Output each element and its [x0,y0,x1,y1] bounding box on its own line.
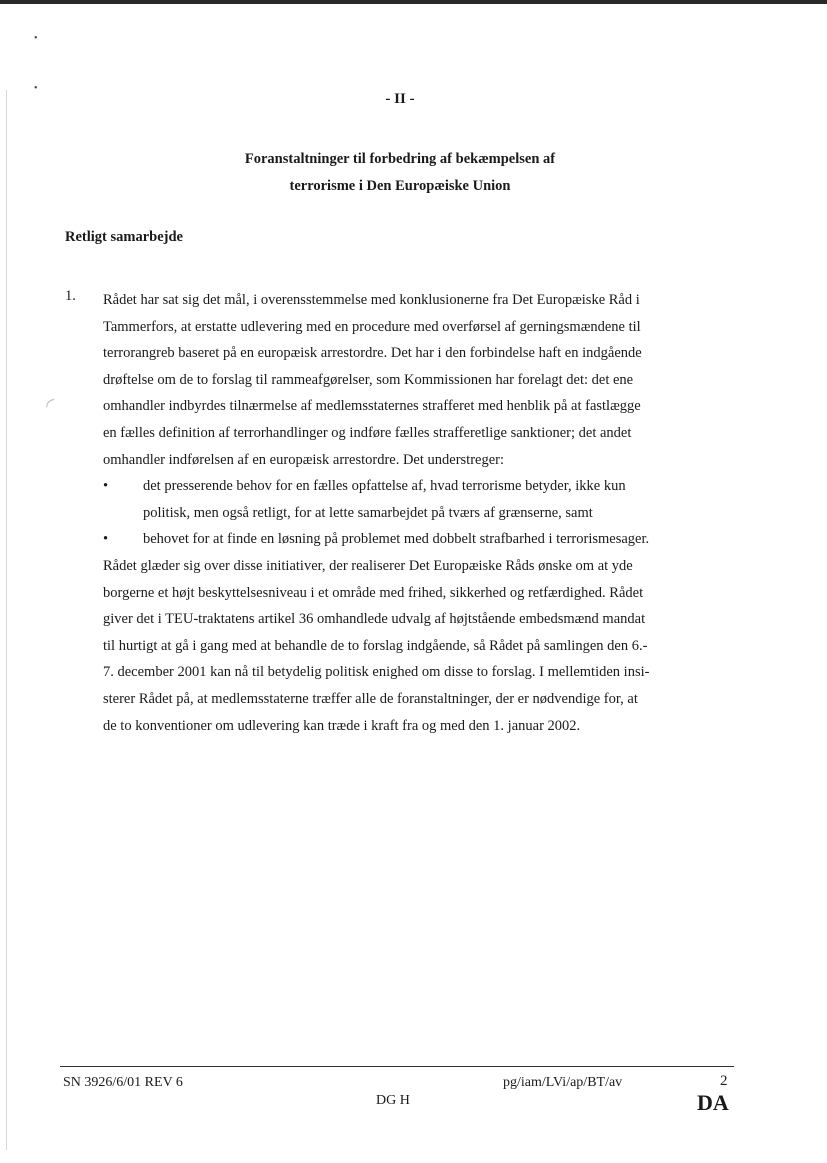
document-title [0,146,800,200]
paragraph-line: giver det i TEU-traktatens artikel 36 omhandlede udvalg af højtstående embedsmænd mandat [103,611,646,628]
left-scan-edge [6,90,7,1150]
page-number: 2 [720,1073,728,1089]
paragraph-line: de to konventioner om udlevering kan træde i kraft fra og med den 1. januar 2002. [103,717,581,734]
paragraph-line: omhandler indbyrdes tilnærmelse af medlemsstaternes strafferet med henblik på at fastlægge [103,398,641,415]
title-line: terrorisme i Den Europæiske Union [289,178,511,194]
section-heading: Retligt samarbejde [65,229,183,245]
paragraph-line: terrorangreb baseret på en europæisk arrestordre. Det har i den forbindelse haft en indgående [103,345,642,362]
paragraph-line: Rådet glæder sig over disse initiativer, der realiserer Det Europæiske Råds ønske om at yde [103,557,633,574]
paragraph-line: 7. december 2001 kan nå til betydelig politisk enighed om disse to forslag. I mellemtiden insi- [103,664,650,681]
paragraph-line: Tammerfors, at erstatte udlevering med en procedure med overførsel af gerningsmændene til [103,318,641,335]
top-scan-border [0,0,827,4]
document-reference: SN 3926/6/01 REV 6 [63,1075,183,1090]
department-code: DG H [376,1093,410,1108]
paragraph-line: sterer Rådet på, at medlemsstaterne træffer alle de foranstaltninger, der er nødvendige for, at [103,690,638,707]
paragraph-line: omhandler indførelsen af en europæisk arrestordre. Det understreger: [103,451,505,468]
title-line: Foranstaltninger til forbedring af bekæmpelsen af [244,151,556,167]
bullet-icon: • [103,478,109,495]
paragraph-line: borgerne et højt beskyttelsesniveau i et område med frihed, sikkerhed og retfærdighed. Rådet [103,584,644,601]
bullet-line: behovet for at finde en løsning på problemet med dobbelt strafbarhed i terrorismesager. [143,531,650,548]
paragraph-body [103,287,728,739]
bullet-line: det presserende behov for en fælles opfattelse af, hvad terrorisme betyder, ikke kun [143,478,626,495]
bullet-item [103,526,728,553]
paragraph-line: Rådet har sat sig det mål, i overensstemmelse med konklusionerne fra Det Europæiske Råd i [103,292,640,308]
scan-dot-mark: • [34,83,38,94]
paragraph-number: 1. [65,288,76,304]
paragraph-line: til hurtigt at gå i gang med at behandle de to forslag indgående, så Rådet på samlingen den 6.- [103,637,648,654]
scan-dot-mark: • [34,33,38,44]
paragraph-line: en fælles definition af terrorhandlinger og indføre fælles strafferetlige sanktioner; det andet [103,424,632,441]
punch-hole-mark: ◜ [46,394,55,419]
author-initials: pg/iam/LVi/ap/BT/av [503,1075,623,1090]
bullet-item [103,473,728,526]
bullet-icon: • [103,531,109,548]
footer-divider [60,1066,734,1067]
bullet-line: politisk, men også retligt, for at lette samarbejdet på tværs af grænserne, samt [143,504,593,521]
section-number: - II - [385,91,415,107]
paragraph-line: drøftelse om de to forslag til rammeafgørelser, som Kommissionen har forelagt det: det ene [103,371,634,388]
language-code: DA [697,1090,729,1115]
